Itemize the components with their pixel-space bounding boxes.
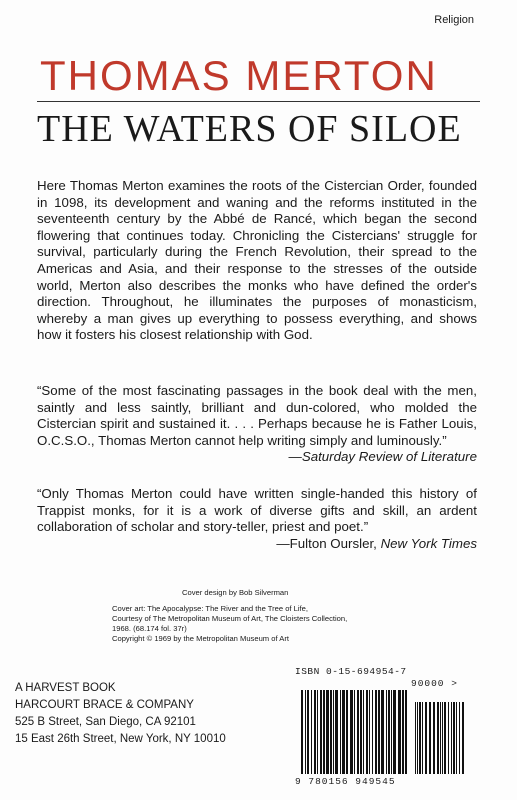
isbn-barcode (295, 666, 470, 792)
publisher-block (15, 680, 226, 748)
barcode-bars (295, 680, 470, 780)
title-divider (37, 101, 480, 102)
barcode-addon-digits: 90000 > (411, 678, 458, 689)
category-label: Religion (434, 14, 474, 26)
review-quote-1 (37, 383, 477, 466)
cover-credits (112, 588, 412, 644)
review-quote-1-text: “Some of the most fascinating passages in the book deal with the men, saintly and less saintly, brilliant and dun-colored, who molded the Cistercian spirit and sustained it. . . . Perhaps because he is Father Louis, O.C.S.O., Thomas Merton cannot help writing simply and luminously.” (37, 383, 477, 448)
publisher-address-1: 525 B Street, San Diego, CA 92101 (15, 716, 196, 728)
review-quote-2-attribution (37, 536, 477, 553)
review-quote-2-prefix: —Fulton Oursler, (276, 535, 381, 551)
author-name: THOMAS MERTON (40, 52, 438, 99)
review-quote-1-attribution (37, 449, 477, 466)
publisher-name: HARCOURT BRACE & COMPANY (15, 699, 194, 711)
review-quote-1-prefix: — (288, 449, 302, 465)
cover-design-credit: Cover design by Bob Silverman (182, 588, 289, 597)
book-title: THE WATERS OF SILOE (37, 108, 462, 150)
publisher-address-2: 15 East 26th Street, New York, NY 10010 (15, 733, 226, 745)
book-description: Here Thomas Merton examines the roots of the Cistercian Order, founded in 1098, its development and waning and the reforms instituted in the seventeenth century by the Abbé de Rancé, which began the second flowering that continues today. Chronicling the Cistercians' struggle for survival, particularly during the French Revolution, their spread to the Americas and Asia, and their response to the stresses of the outside world, Merton also describes the monks who have defined the order's direction. Throughout, he illuminates the purposes of monasticism, whereby a man gives up everything to possess everything, and shows how it fosters his closest relationship with God. (37, 178, 477, 343)
cover-art-credit-3: 1968. (68.174 fol. 37r) (112, 624, 187, 633)
cover-art-credit-1: Cover art: The Apocalypse: The River and the Tree of Life, (112, 604, 308, 613)
review-quote-2 (37, 486, 477, 552)
publisher-imprint: A HARVEST BOOK (15, 682, 116, 694)
review-quote-2-text: “Only Thomas Merton could have written single-handed this history of Trappist monks, for it is a work of diverse gifts and skill, an ardent collaboration of scholar and story-teller, priest and poet.” (37, 486, 477, 535)
copyright-notice: Copyright © 1969 by the Metropolitan Museum of Art (112, 634, 289, 643)
review-quote-2-source: New York Times (380, 535, 477, 551)
review-quote-1-source: Saturday Review of Literature (301, 449, 477, 465)
barcode-digits: 9 780156 949545 (295, 776, 396, 787)
isbn-number: ISBN 0-15-694954-7 (295, 666, 407, 677)
cover-art-credit-2: Courtesy of The Metropolitan Museum of Art, The Cloisters Collection, (112, 614, 348, 623)
